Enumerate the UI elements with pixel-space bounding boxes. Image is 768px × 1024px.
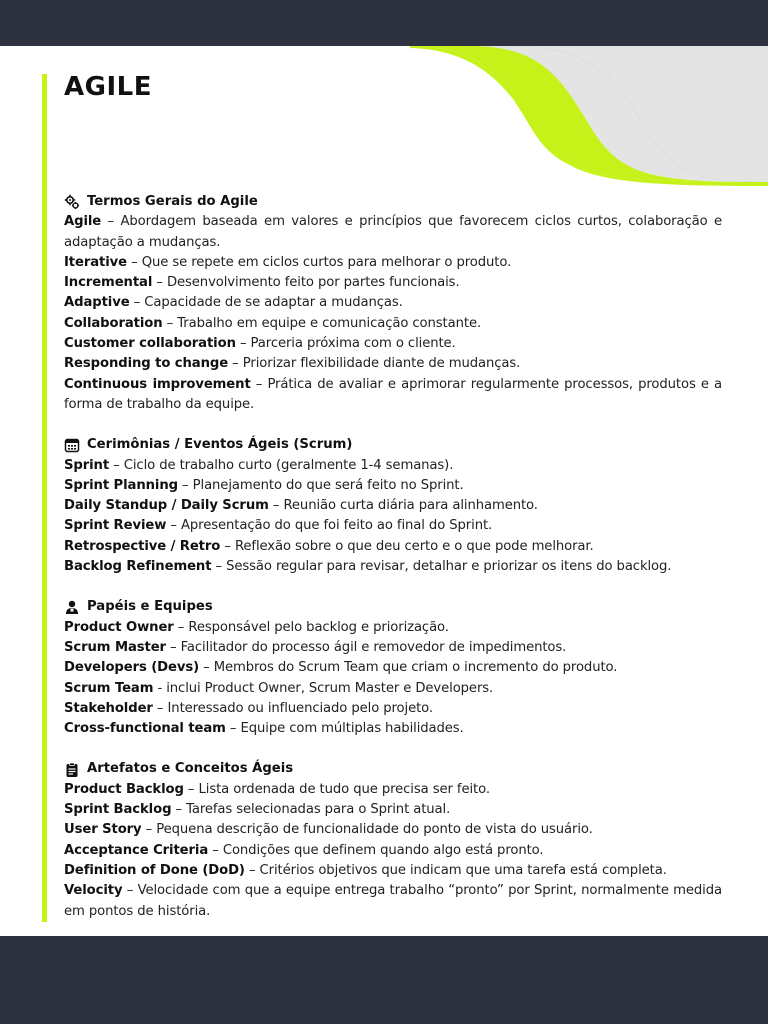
glossary-term xyxy=(64,881,722,922)
term-separator: – xyxy=(220,538,235,554)
term-name: Daily Standup / Daily Scrum xyxy=(64,498,269,514)
term-description: Equipe com múltiplas habilidades. xyxy=(240,721,464,737)
section-heading xyxy=(64,597,722,617)
glossary-term xyxy=(64,375,722,416)
section-heading-text: Papéis e Equipes xyxy=(87,599,213,615)
glossary-term xyxy=(64,253,722,273)
calendar-icon xyxy=(64,437,80,453)
glossary-term xyxy=(64,861,722,881)
term-separator: – xyxy=(129,295,145,311)
term-description: Priorizar flexibilidade diante de mudanças. xyxy=(242,356,521,372)
term-description: Tarefas selecionadas para o Sprint atual. xyxy=(186,802,451,818)
term-name: Acceptance Criteria xyxy=(64,842,209,858)
term-description: Pequena descrição de funcionalidade do ponto de vista do usuário. xyxy=(156,822,593,838)
section-heading xyxy=(64,435,722,455)
term-description: Prática de avaliar e aprimorar regularmente processos, produtos e a forma de trabalho da equipe. xyxy=(64,376,722,412)
glossary-term xyxy=(64,273,722,293)
term-name: Developers (Devs) xyxy=(64,660,200,676)
term-separator: – xyxy=(208,842,223,858)
term-description: Facilitador do processo ágil e removedor de impedimentos. xyxy=(180,639,567,655)
term-description: Desenvolvimento feito por partes funcionais. xyxy=(166,275,460,291)
term-name: Velocity xyxy=(64,883,123,899)
term-separator: – xyxy=(268,498,284,514)
term-description: Critérios objetivos que indicam que uma tarefa está completa. xyxy=(259,862,667,878)
term-description: Abordagem baseada em valores e princípios que favorecem ciclos curtos, colaboração e adaptação a mudanças. xyxy=(64,214,723,250)
term-description: Capacidade de se adaptar a mudanças. xyxy=(144,295,403,311)
glossary-term xyxy=(64,841,722,861)
term-description: Velocidade com que a equipe entrega trabalho “pronto” por Sprint, normalmente medida em pontos de história. xyxy=(64,883,722,919)
term-separator: – xyxy=(173,619,189,635)
glossary-term xyxy=(64,476,722,496)
term-name: Cross-functional team xyxy=(64,721,226,737)
term-description: Interessado ou influenciado pelo projeto. xyxy=(167,700,434,716)
glossary-term xyxy=(64,557,722,577)
term-separator: – xyxy=(152,275,167,291)
term-description: inclui Product Owner, Scrum Master e Developers. xyxy=(166,680,494,696)
term-separator: – xyxy=(166,518,181,534)
term-separator: – xyxy=(199,660,214,676)
term-name: Adaptive xyxy=(64,295,130,311)
glossary-term xyxy=(64,699,722,719)
term-name: Iterative xyxy=(64,254,128,270)
term-name: Agile xyxy=(64,214,102,230)
accent-bar xyxy=(42,74,47,922)
glossary-term xyxy=(64,212,722,253)
glossary-term xyxy=(64,293,722,313)
term-separator: – xyxy=(162,315,178,331)
section-heading xyxy=(64,192,722,212)
section-heading-text: Termos Gerais do Agile xyxy=(87,194,258,209)
term-separator: – xyxy=(109,457,124,473)
term-separator: - xyxy=(153,680,167,696)
glossary-term xyxy=(64,516,722,536)
glossary-term xyxy=(64,334,722,354)
term-name: Scrum Master xyxy=(64,639,166,655)
term-name: Responding to change xyxy=(64,356,229,372)
glossary-term xyxy=(64,618,722,638)
section-heading-text: Cerimônias / Eventos Ágeis (Scrum) xyxy=(87,437,353,453)
term-name: Retrospective / Retro xyxy=(64,538,221,554)
term-name: User Story xyxy=(64,822,142,838)
term-description: Sessão regular para revisar, detalhar e priorizar os itens do backlog. xyxy=(226,559,672,575)
term-name: Sprint Backlog xyxy=(64,802,172,818)
glossary-section xyxy=(64,435,722,577)
section-heading xyxy=(64,759,722,779)
glossary-term xyxy=(64,780,722,800)
term-separator: – xyxy=(101,214,121,230)
glossary-section xyxy=(64,192,722,415)
term-name: Sprint xyxy=(64,457,110,473)
term-separator: – xyxy=(225,721,241,737)
term-name: Continuous improvement xyxy=(64,376,251,392)
glossary-term xyxy=(64,638,722,658)
footer-band xyxy=(0,936,768,1024)
page-title: AGILE xyxy=(64,72,152,102)
term-name: Product Backlog xyxy=(64,781,184,797)
term-description: Planejamento do que será feito no Sprint. xyxy=(192,477,464,493)
term-separator: – xyxy=(177,477,193,493)
term-separator: – xyxy=(171,802,187,818)
glossary-term xyxy=(64,314,722,334)
term-name: Sprint Review xyxy=(64,518,167,534)
term-name: Customer collaboration xyxy=(64,336,236,352)
term-separator: – xyxy=(244,862,260,878)
term-description: Reflexão sobre o que deu certo e o que pode melhorar. xyxy=(234,538,594,554)
term-separator: – xyxy=(165,639,181,655)
term-separator: – xyxy=(235,336,251,352)
term-separator: – xyxy=(152,700,168,716)
term-separator: – xyxy=(127,254,142,270)
glossary-term xyxy=(64,679,722,699)
term-separator: – xyxy=(211,559,227,575)
glossary-term xyxy=(64,537,722,557)
term-name: Scrum Team xyxy=(64,680,154,696)
term-description: Condições que definem quando algo está pronto. xyxy=(222,842,544,858)
glossary-term xyxy=(64,496,722,516)
term-separator: – xyxy=(141,822,157,838)
user-icon xyxy=(64,599,80,615)
gear-icon xyxy=(64,194,80,210)
glossary-content xyxy=(64,192,722,936)
term-name: Product Owner xyxy=(64,619,174,635)
term-name: Backlog Refinement xyxy=(64,559,212,575)
term-description: Responsável pelo backlog e priorização. xyxy=(188,619,449,635)
term-name: Collaboration xyxy=(64,315,163,331)
term-description: Que se repete em ciclos curtos para melhorar o produto. xyxy=(141,254,512,270)
glossary-term xyxy=(64,354,722,374)
glossary-term xyxy=(64,719,722,739)
section-heading-text: Artefatos e Conceitos Ágeis xyxy=(87,761,294,777)
term-name: Definition of Done (DoD) xyxy=(64,862,245,878)
term-separator: – xyxy=(228,356,243,372)
term-description: Ciclo de trabalho curto (geralmente 1-4 semanas). xyxy=(123,457,454,473)
glossary-term xyxy=(64,456,722,476)
clipboard-icon xyxy=(64,762,80,778)
term-separator: – xyxy=(122,883,138,899)
glossary-section xyxy=(64,759,722,921)
glossary-term xyxy=(64,820,722,840)
term-name: Stakeholder xyxy=(64,700,153,716)
term-name: Sprint Planning xyxy=(64,477,178,493)
term-description: Lista ordenada de tudo que precisa ser feito. xyxy=(198,781,490,797)
term-description: Reunião curta diária para alinhamento. xyxy=(283,498,538,514)
term-separator: – xyxy=(250,376,268,392)
term-separator: – xyxy=(183,781,199,797)
term-name: Incremental xyxy=(64,275,153,291)
term-description: Apresentação do que foi feito ao final do Sprint. xyxy=(180,518,493,534)
glossary-section xyxy=(64,597,722,739)
term-description: Membros do Scrum Team que criam o incremento do produto. xyxy=(213,660,618,676)
term-description: Trabalho em equipe e comunicação constante. xyxy=(177,315,482,331)
glossary-term xyxy=(64,658,722,678)
document-page xyxy=(0,46,768,936)
term-description: Parceria próxima com o cliente. xyxy=(250,336,456,352)
glossary-term xyxy=(64,800,722,820)
